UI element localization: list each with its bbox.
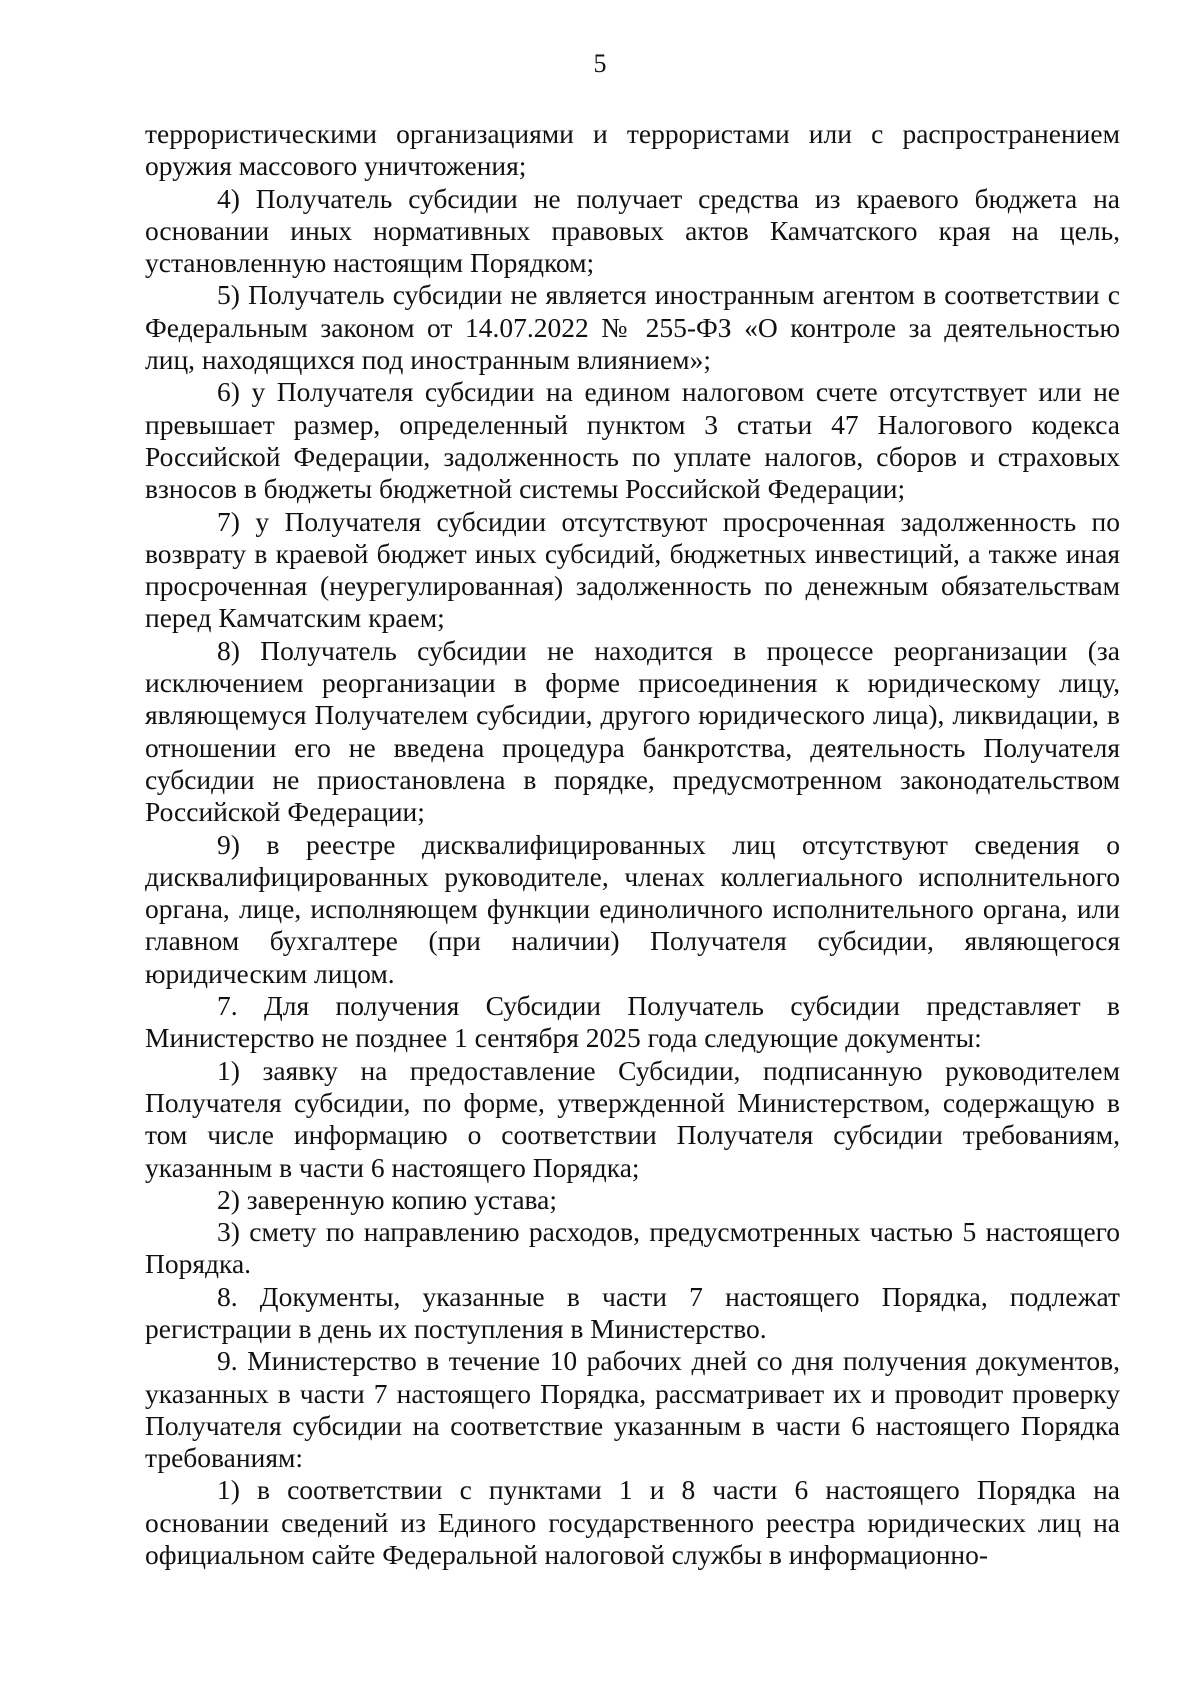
paragraph: 1) заявку на предоставление Субсидии, подписанную руководителем Получателя субсидии, по форме, утвержденной Министерством, содержащую в том числе информацию о соответствии Получателя субсидии требованиям, указанным в части 6 настоящего Порядка; [145, 1054, 1120, 1183]
paragraph: 8. Документы, указанные в части 7 настоящего Порядка, подлежат регистрации в день их поступления в Министерство. [145, 1280, 1120, 1344]
paragraph: 5) Получатель субсидии не является иностранным агентом в соответствии с Федеральным законом от 14.07.2022 № 255-ФЗ «О контроле за деятельностью лиц, находящихся под иностранным влиянием»; [145, 279, 1120, 376]
paragraph: 9. Министерство в течение 10 рабочих дней со дня получения документов, указанных в части 7 настоящего Порядка, рассматривает их и проводит проверку Получателя субсидии на соответствие указанным в части 6 настоящего Порядка требованиям: [145, 1345, 1120, 1474]
paragraph: 3) смету по направлению расходов, предусмотренных частью 5 настоящего Порядка. [145, 1216, 1120, 1280]
page-number: 5 [593, 49, 607, 78]
paragraph: 7. Для получения Субсидии Получатель субсидии представляет в Министерство не позднее 1 сентября 2025 года следующие документы: [145, 990, 1120, 1054]
paragraph: 7) у Получателя субсидии отсутствуют просроченная задолженность по возврату в краевой бюджет иных субсидий, бюджетных инвестиций, а также иная просроченная (неурегулированная) задолженность по денежным обязательствам перед Камчатским краем; [145, 505, 1120, 634]
paragraph: 1) в соответствии с пунктами 1 и 8 части 6 настоящего Порядка на основании сведений из Единого государственного реестра юридических лиц на официальном сайте Федеральной налоговой службы в информационно- [145, 1474, 1120, 1571]
paragraph: 2) заверенную копию устава; [217, 1183, 557, 1215]
paragraph: 8) Получатель субсидии не находится в процессе реорганизации (за исключением реорганизации в форме присоединения к юридическому лицу, являющемуся Получателем субсидии, другого юридического лица), ликвидации, в отношении его не введена процедура банкротства, деятельность Получателя субсидии не приостановлена в порядке, предусмотренном законодательством Российской Федерации; [145, 634, 1120, 828]
paragraph: 4) Получатель субсидии не получает средства из краевого бюджета на основании иных нормативных правовых актов Камчатского края на цель, установленную настоящим Порядком; [145, 182, 1120, 279]
paragraph: 6) у Получателя субсидии на едином налоговом счете отсутствует или не превышает размер, определенный пунктом 3 статьи 47 Налогового кодекса Российской Федерации, задолженность по уплате налогов, сборов и страховых взносов в бюджеты бюджетной системы Российской Федерации; [145, 376, 1120, 505]
paragraph: террористическими организациями и террористами или с распространением оружия массового уничтожения; [145, 118, 1120, 182]
document-body [145, 118, 1120, 1571]
paragraph: 9) в реестре дисквалифицированных лиц отсутствуют сведения о дисквалифицированных руководителе, членах коллегиального исполнительного органа, лице, исполняющем функции единоличного исполнительного органа, или главном бухгалтере (при наличии) Получателя субсидии, являющегося юридическим лицом. [145, 828, 1120, 989]
